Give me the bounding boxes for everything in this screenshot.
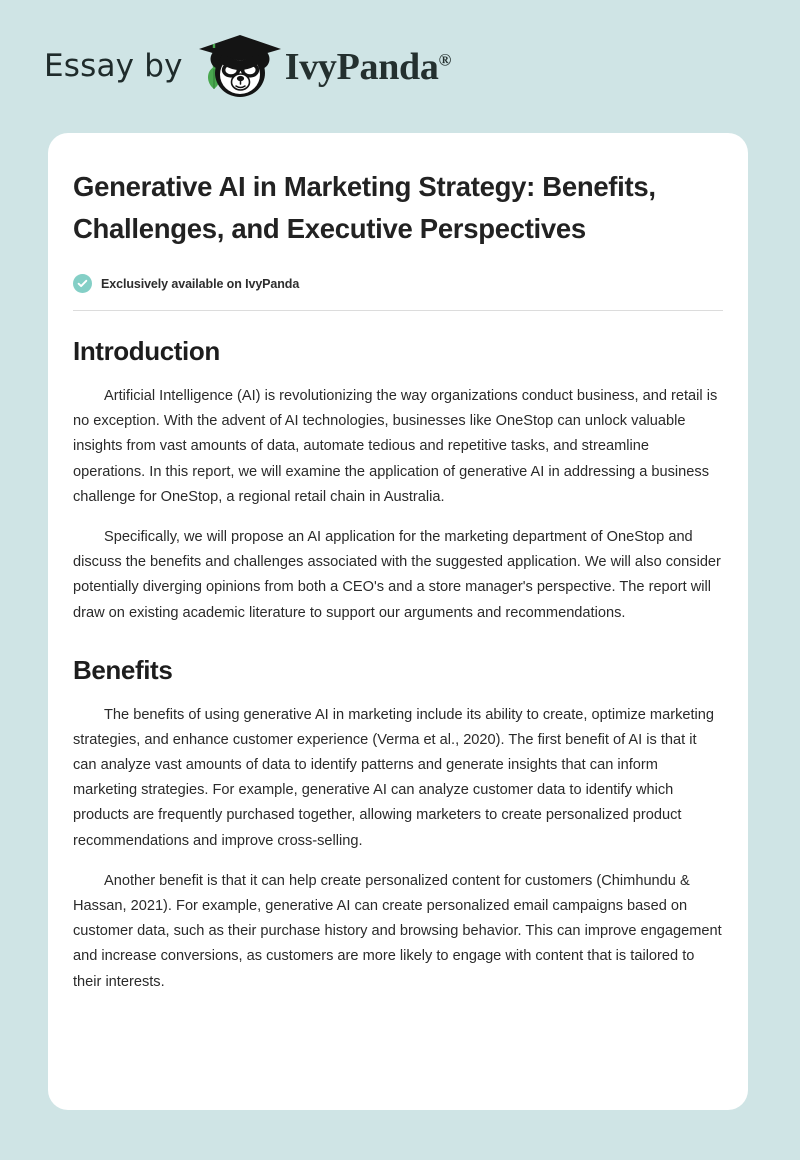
essay-paper-card <box>48 133 748 1110</box>
section-heading-introduction: Introduction <box>73 336 220 366</box>
ivypanda-wordmark <box>284 45 451 88</box>
wordmark-text: IvyPanda <box>284 45 439 88</box>
site-brand-header <box>0 0 800 133</box>
page-title: Generative AI in Marketing Strategy: Benefits, Challenges, and Executive Perspectives <box>73 171 656 244</box>
essay-by-label: Essay by <box>44 48 183 84</box>
header-divider <box>73 310 723 311</box>
paragraph: Artificial Intelligence (AI) is revolutionizing the way organizations conduct business, and retail is no exception. With the advent of AI technologies, businesses like OneStop can unlock valuable insights from vast amounts of data, automate tedious and repetitive tasks, and streamline operations. In this report, we will examine the application of generative AI in addressing a business challenge for OneStop, a regional retail chain in Australia. <box>73 387 718 505</box>
check-circle-icon <box>73 274 92 293</box>
status-badge-label: Exclusively available on IvyPanda <box>101 276 300 291</box>
paragraph: The benefits of using generative AI in marketing include its ability to create, optimize marketing strategies, and enhance customer experience (Verma et al., 2020). The first benefit of AI is that it can analyze vast amounts of data to identify patterns and generate insights that can inform marketing strategies. For example, generative AI can analyze customer data to identify which products are frequently purchased together, allowing marketers to create personalized product recommendations and improve cross-selling. <box>73 706 715 849</box>
paragraph: Another benefit is that it can help create personalized content for customers (Chimhundu & Hassan, 2021). For example, generative AI can create personalized email campaigns based on customer data, such as their purchase history and browsing behavior. This can improve engagement and increase conversions, as customers are more likely to engage with content that is tailored to their interests. <box>73 872 722 990</box>
paragraph: Specifically, we will propose an AI application for the marketing department of OneStop and discuss the benefits and challenges associated with the suggested application. We will also consider potentially diverging opinions from both a CEO's and a store manager's perspective. The report will draw on existing academic literature to support our arguments and recommendations. <box>73 528 721 621</box>
ivypanda-panda-graduation-logo-icon <box>193 31 289 103</box>
section-heading-benefits: Benefits <box>73 654 173 685</box>
status-badge <box>73 274 723 293</box>
registered-trademark-symbol: ® <box>438 49 451 69</box>
